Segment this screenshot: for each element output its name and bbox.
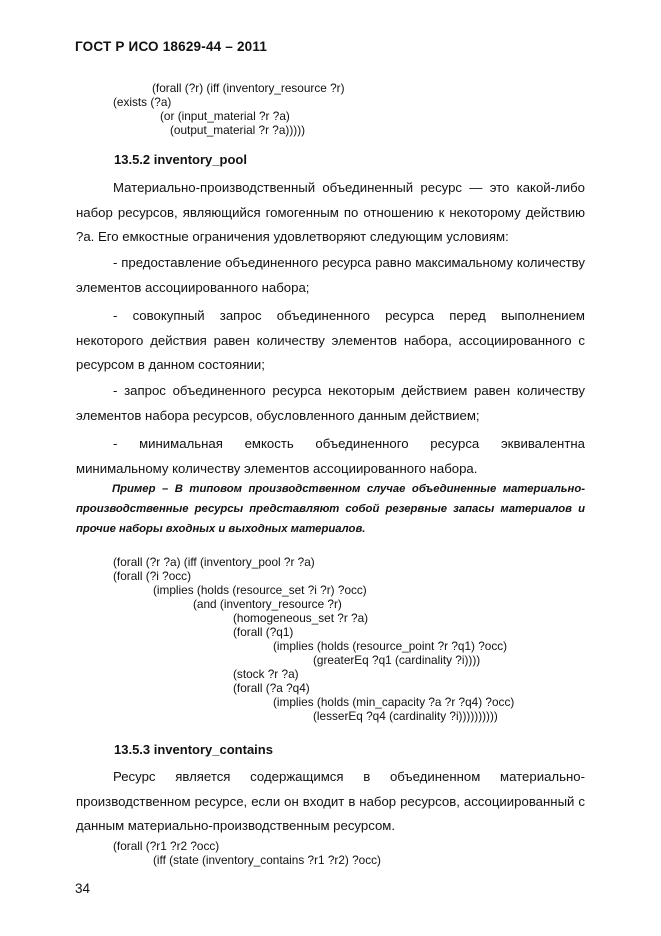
code-line: (exists (?a) bbox=[113, 95, 172, 109]
document-header: ГОСТ Р ИСО 18629-44 – 2011 bbox=[75, 39, 268, 54]
code-line: (output_material ?r ?a))))) bbox=[170, 123, 306, 137]
list-item: - совокупный запрос объединенного ресурса перед выполнением некоторого действия равен количеству элементов набора, ассоциированного с ресурсом в данном состоянии; bbox=[76, 308, 585, 372]
code-line: (or (input_material ?r ?a) bbox=[160, 109, 290, 123]
code-line: (lesserEq ?q4 (cardinality ?i)))))))))) bbox=[313, 709, 498, 723]
paragraph-contains: Ресурс является содержащимся в объединенном материально-производственном ресурсе, если он входит в набор ресурсов, ассоциированный с данным материально-производственным ресурсом. bbox=[76, 769, 585, 833]
code-line: (greaterEq ?q1 (cardinality ?i)))) bbox=[313, 653, 481, 667]
example-note: Пример – В типовом производственном случае объединенные материально-производственные ресурсы представляют собой резервные запасы материалов и прочие наборы входных и выходных материалов. bbox=[76, 483, 585, 535]
code-line: (forall (?i ?occ) bbox=[113, 569, 192, 583]
code-line: (forall (?r1 ?r2 ?occ) bbox=[113, 839, 220, 853]
code-line: (and (inventory_resource ?r) bbox=[193, 597, 342, 611]
list-item: - предоставление объединенного ресурса равно максимальному количеству элементов ассоциированного набора; bbox=[76, 255, 585, 295]
list-item: - минимальная емкость объединенного ресурса эквивалентна минимальному количеству элементов ассоциированного набора. bbox=[76, 436, 585, 476]
code-line: (forall (?a ?q4) bbox=[233, 681, 310, 695]
code-line: (homogeneous_set ?r ?a) bbox=[233, 611, 369, 625]
code-line: (implies (holds (min_capacity ?a ?r ?q4) ?occ) bbox=[273, 695, 515, 709]
list-item: - запрос объединенного ресурса некоторым действием равен количеству элементов набора ресурсов, обусловленного данным действием; bbox=[76, 383, 585, 423]
code-line: (forall (?q1) bbox=[233, 625, 294, 639]
code-line: (forall (?r) (iff (inventory_resource ?r) bbox=[152, 81, 345, 95]
paragraph-intro: Материально-производственный объединенный ресурс — это какой-либо набор ресурсов, являющийся гомогенным по отношению к некоторому действию ?a. Его емкостные ограничения удовлетворяют следующим условиям: bbox=[76, 180, 585, 244]
section-heading-inventory-contains: 13.5.3 inventory_contains bbox=[114, 742, 273, 757]
section-heading-inventory-pool: 13.5.2 inventory_pool bbox=[114, 152, 247, 167]
page-number: 34 bbox=[75, 881, 91, 896]
code-line: (implies (holds (resource_point ?r ?q1) ?occ) bbox=[273, 639, 508, 653]
code-line: (implies (holds (resource_set ?i ?r) ?occ) bbox=[153, 583, 367, 597]
code-line: (stock ?r ?a) bbox=[233, 667, 299, 681]
code-line: (forall (?r ?a) (iff (inventory_pool ?r ?a) bbox=[113, 555, 315, 569]
code-line: (iff (state (inventory_contains ?r1 ?r2) ?occ) bbox=[153, 853, 381, 867]
